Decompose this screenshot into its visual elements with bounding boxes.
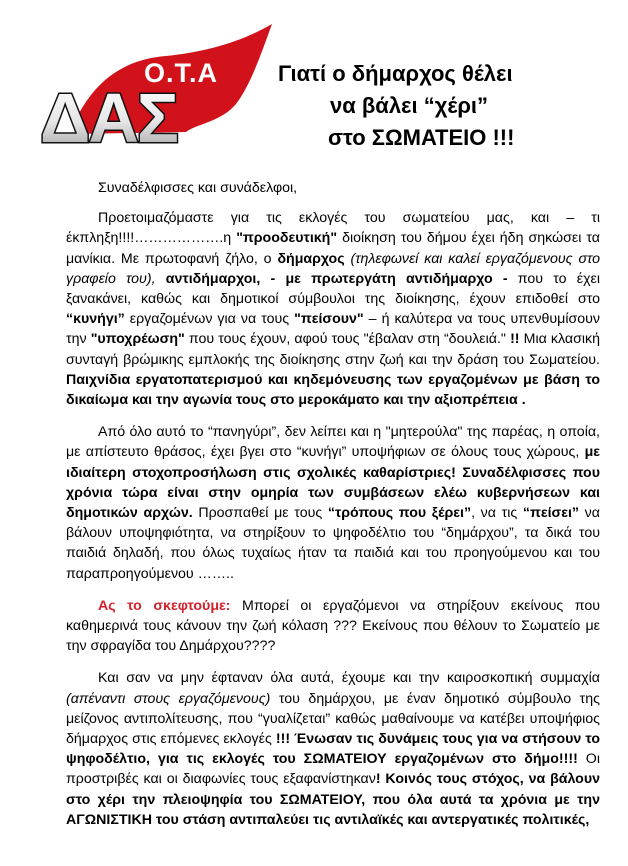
text-run: διοίκηση του δήμου έχει ήδη σηκώσει τα μανίκια. Με πρωτοφανή ζήλο, ο <box>66 230 600 267</box>
text-run: ! Κοινός τους στόχος, να βάλουν στο χέρι την πλειοψηφία του ΣΩΜΑΤΕΙΟΥ, που όλα αυτά τα χρόνια με την ΑΓΩΝΙΣΤΙΚΗ του στάση αντιπαλεύει τις αντιλαϊκές και αντεργατικές πολιτικές, <box>66 771 600 828</box>
text-run: Από όλο αυτό το “πανηγύρι”, δεν λείπει και η "μητερούλα" της παρέας, η οποία, με απίστευτο θράσος, έχει βγει στο “κυνήγι” υποψήφιων σε όλους τους χώρους, <box>66 424 600 461</box>
text-run: Ας το σκεφτούμε: <box>98 597 231 614</box>
letter-body <box>66 178 600 842</box>
svg-text:ΔΑΣ: ΔΑΣ <box>40 79 177 149</box>
text-run: με ιδιαίτερη στοχοπροσήλωση στις σχολικές καθαρίστριες! Συναδέλφισσες που χρόνια τώρα είναι στην ομηρία των συμβάσεων ελέω κυβερνήσεων και δημοτικών αρχών. <box>66 444 600 522</box>
text-run: εργαζομένων για να τους <box>124 311 295 328</box>
text-run: !! <box>510 331 520 348</box>
text-run: του δημάρχου, με έναν δημοτικό σύμβουλο της μείζονος αντιπολίτευσης, που “γυαλίζεται” καθώς μαθαίνουμε να κατέβει υποψήφιος δήμαρχος στις επόμενες εκλογές <box>66 690 600 748</box>
text-run: “πείσει” <box>522 505 580 522</box>
paragraph-2 <box>66 422 600 584</box>
text-run: Μπορεί οι εργαζόμενοι να στηρίξουν εκείνους που καθημερινά τους κάνουν την ζωή κόλαση ??? Εκείνους που θέλουν το Σωματείο με την σφραγίδα του Δημάρχου???? <box>66 597 600 655</box>
title-line-2: να βάλει “χέρι” <box>330 93 489 118</box>
text-run: Προετοιμαζόμαστε για τις εκλογές του σωματείου μας, και – τι έκπληξη!!!!……………….η <box>66 210 600 247</box>
text-run: που το έχει ξανακάνει, καθώς και δημοτικοί σύμβουλοι της διοίκησης, έχουν επιδοθεί στο <box>66 270 601 308</box>
text-run: , να τις <box>471 505 523 522</box>
text-run: Παιχνίδια εργατοπατερισμού και κηδεμόνευσης των εργαζομένων με βάση το δικαίωμα και την αγωνία τους στο μεροκάματο και την αξιοπρέπεια . <box>66 371 600 409</box>
paragraph-4 <box>66 668 600 830</box>
text-run: “κυνήγι” <box>66 311 125 328</box>
text-run: !!! Ένωσαν τις δυνάμεις τους για να στήσουν το ψηφοδέλτιο, για τις εκλογές του ΣΩΜΑΤΕΙΟΥ εργαζομένων στο δήμο!!!! <box>66 731 600 768</box>
paragraph-3 <box>66 596 600 657</box>
text-run: "πείσουν" <box>294 311 364 328</box>
svg-text:Ο.Τ.Α: Ο.Τ.Α <box>144 58 219 88</box>
text-run: Οι προστριβές και οι διαφωνίες τους εξαφανίστηκαν <box>66 751 600 788</box>
text-run: Μια κλασική συνταγή βρώμικης εμπλοκής της διοίκησης στην ζωή και την δράση του Σωματείου. <box>66 331 600 368</box>
text-run: δήμαρχος <box>277 250 345 267</box>
page-title <box>270 58 590 154</box>
text-run: “τρόπους που ξέρει” <box>327 505 472 522</box>
text-run: "προοδευτική" <box>236 230 338 247</box>
text-run: που τους έχουν, αφού τους "έβαλαν στη “δουλειά." <box>184 331 511 348</box>
title-line-1: Γιατί ο δήμαρχος θέλει <box>278 61 513 86</box>
red-flag-icon <box>36 24 276 149</box>
text-run: Και σαν να μην έφταναν όλα αυτά, έχουμε και την καιροσκοπική συμμαχία <box>98 670 600 687</box>
text-run: (τηλεφωνεί και καλεί εργαζόμενους στο γραφείο του), <box>66 250 600 287</box>
text-run: "υποχρέωση" <box>90 331 185 348</box>
text-run: – ή καλύτερα να τους υπενθυμίσουν την <box>66 311 600 348</box>
text-run: αντιδήμαρχοι, - με πρωτεργάτη αντιδήμαρχο - <box>165 270 508 287</box>
paragraph-1 <box>66 208 600 410</box>
text-run: να βάλουν υποψηφιότητα, να στηρίξουν το ψηφοδέλτιο του “δημάρχου”, τα δικά του παιδιά δηλαδή, που όλως τυχαίως ήταν τα παιδιά και του προηγούμενου και του παραπροηγούμενου …….. <box>66 505 600 582</box>
text-run: Προσπαθεί με τους <box>192 505 328 522</box>
greeting: Συναδέλφισσες και συνάδελφοι, <box>98 180 298 196</box>
title-line-3: στο ΣΩΜΑΤΕΙΟ !!! <box>328 125 515 150</box>
text-run: (απέναντι στους εργαζόμενους) <box>66 690 271 707</box>
text-run <box>156 271 166 287</box>
ota-das-logo <box>36 24 276 149</box>
